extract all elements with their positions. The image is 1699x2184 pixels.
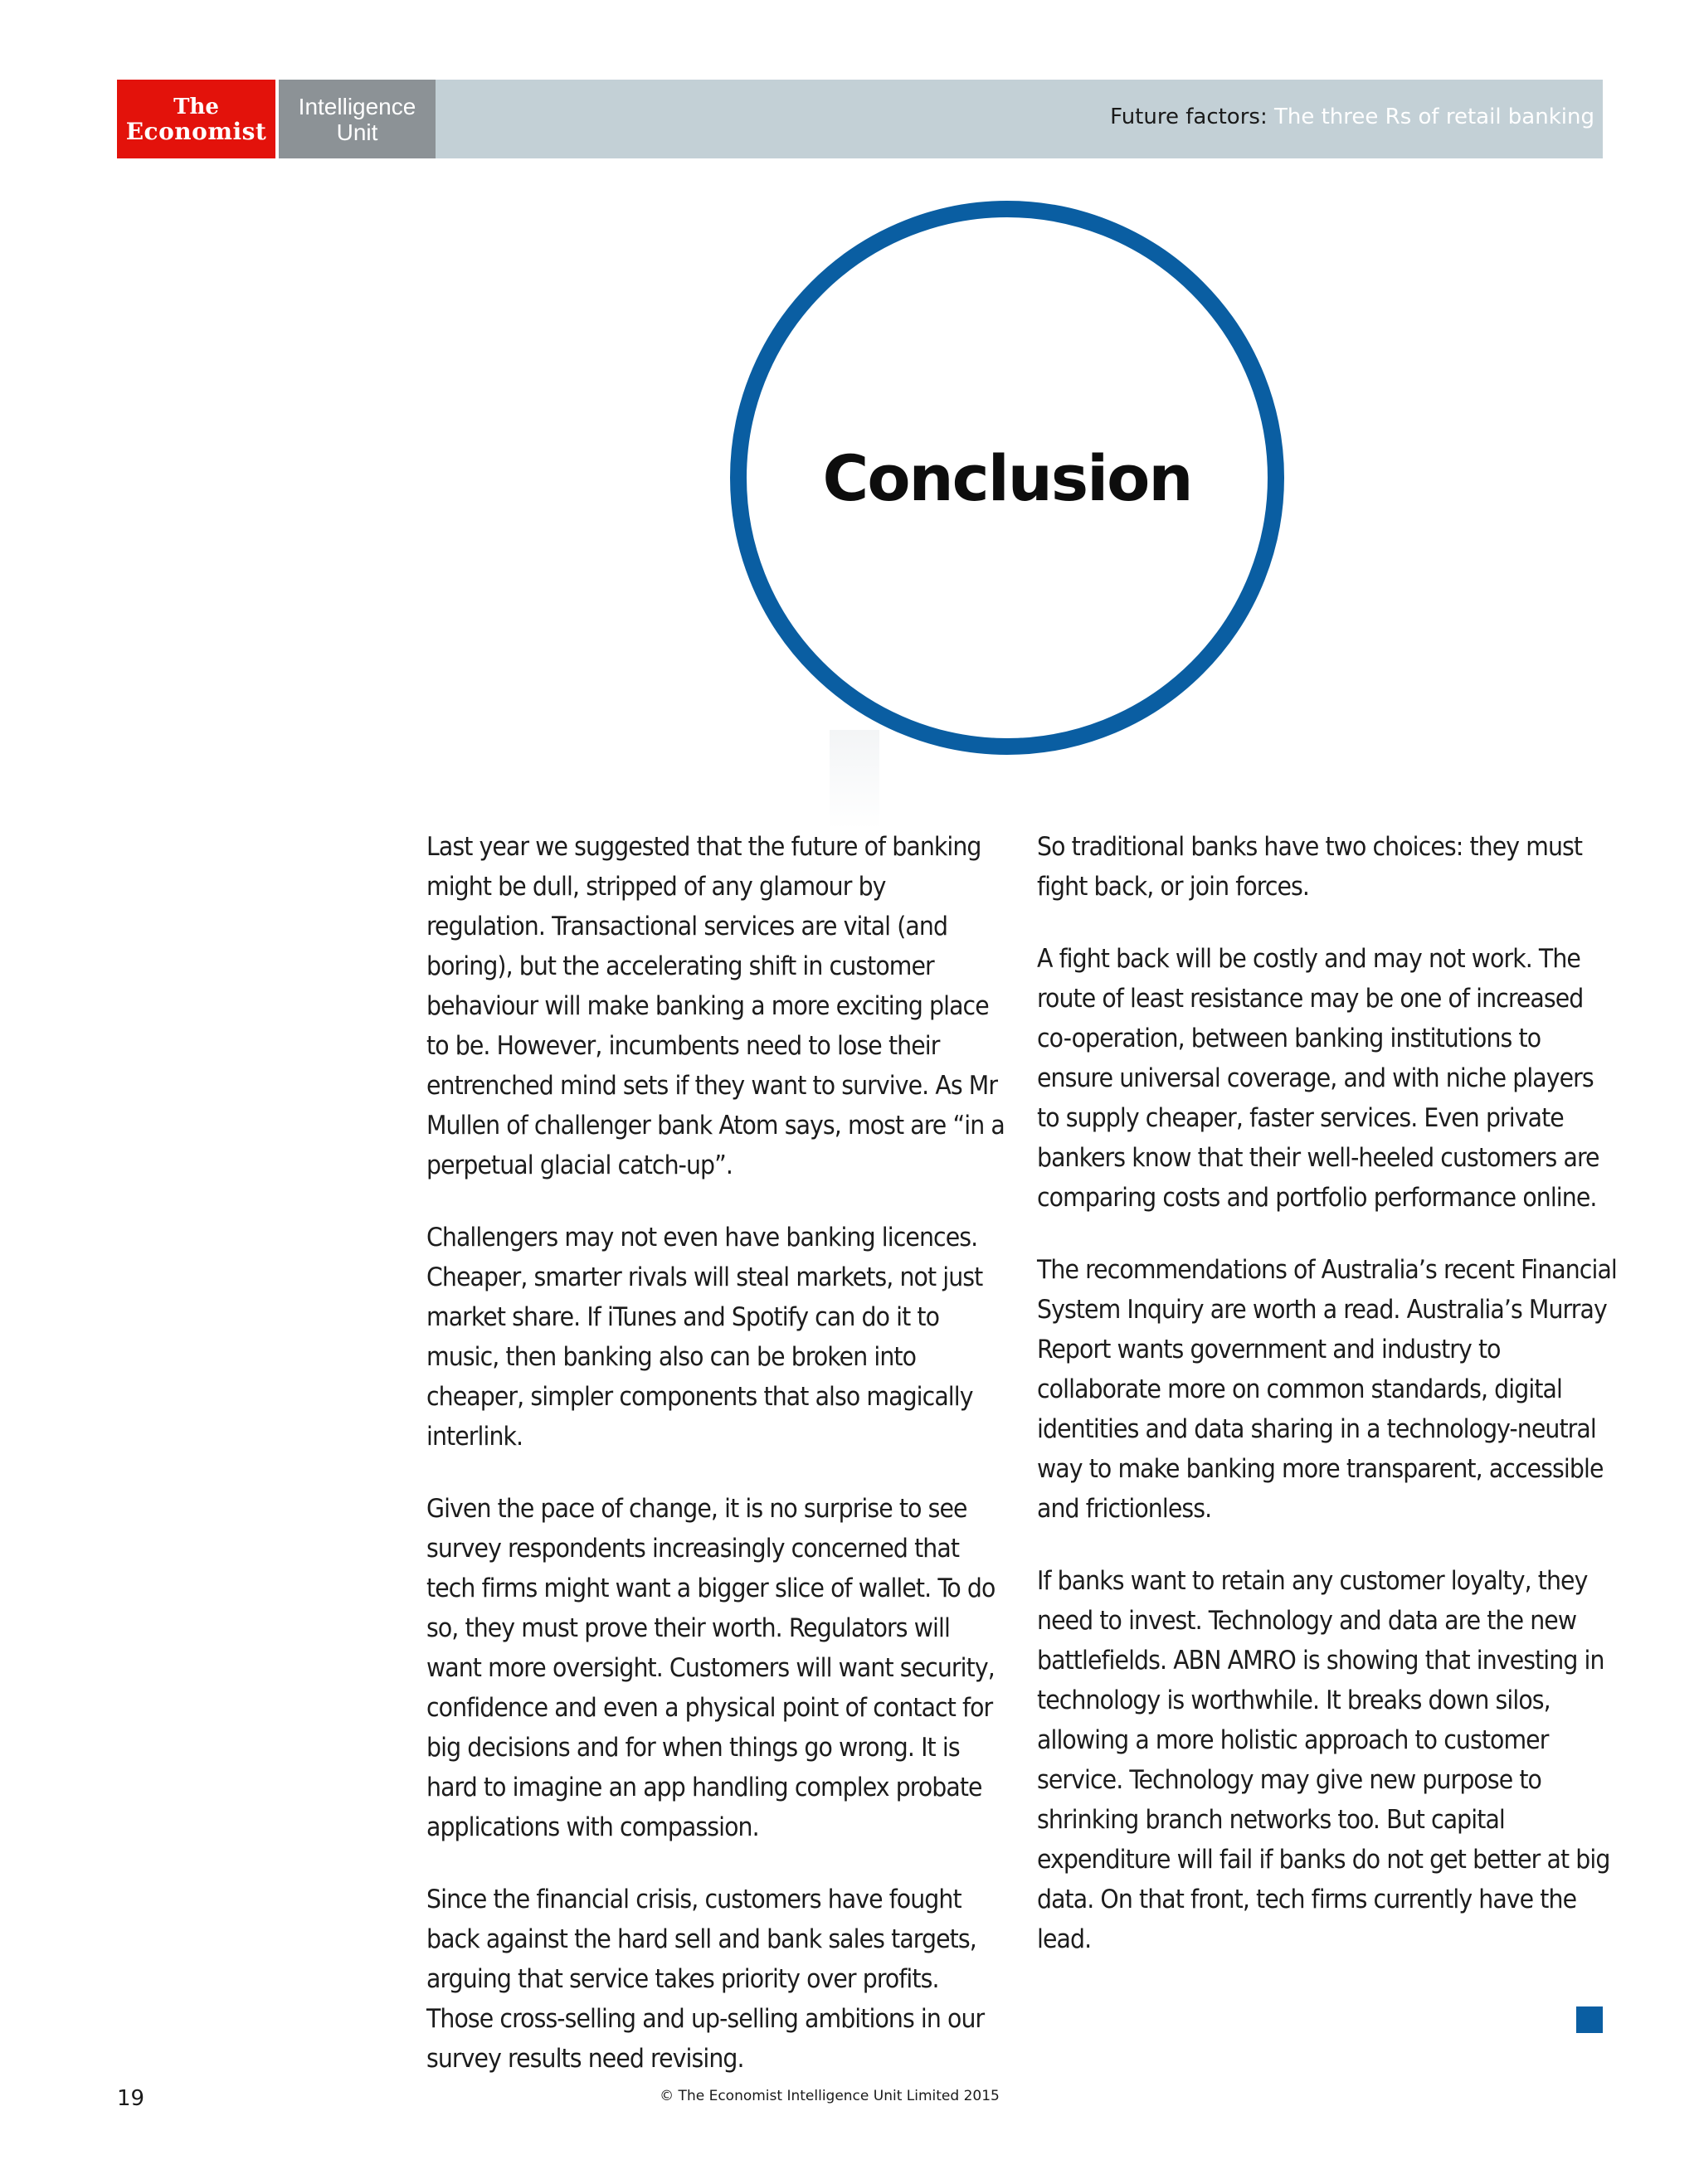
intelligence-unit-logo (279, 80, 436, 158)
paragraph: So traditional banks have two choices: they must fight back, or join forces. (1037, 832, 1583, 902)
page-number: 19 (117, 2086, 145, 2111)
economist-logo (117, 80, 275, 158)
section-title-circle (730, 201, 1284, 755)
report-title-prefix: Future factors: (1110, 105, 1268, 129)
paragraph: Challengers may not even have banking licences. Cheaper, smarter rivals will steal markets, not just market share. If iTunes and Spotify can do it to music, then banking also can be broken into cheaper, simpler components that also magically interlink. (426, 1223, 983, 1452)
logo-line-unit: Unit (336, 119, 378, 145)
economist-eiu-logo (117, 80, 436, 158)
report-title (1110, 105, 1594, 129)
paragraph: Last year we suggested that the future of banking might be dull, stripped of any glamour by regulation. Transactional services are vital (and boring), but the accelerating shift in customer behaviour will make banking a more exciting place to be. However, incumbents need to lose their entrenched mind sets if they want to survive. As Mr Mullen of challenger bank Atom says, most are “in a perpetual glacial catch-up”. (426, 832, 1005, 1180)
right-text-column (1037, 827, 1618, 1992)
paragraph: If banks want to retain any customer loyalty, they need to invest. Technology and data are the new battlefields. ABN AMRO is showing that investing in technology is worthwhile. It breaks down silos, allowing a more holistic approach to customer service. Technology may give new purpose to shrinking branch networks too. But capital expenditure will fail if banks do not get better at big data. On that front, tech firms currently have the lead. (1037, 1566, 1610, 1954)
paragraph: The recommendations of Australia’s recent Financial System Inquiry are worth a read. Australia’s Murray Report wants government and industry to collaborate more on common standards, digital identities and data sharing in a technology-neutral way to make banking more transparent, accessible and frictionless. (1037, 1255, 1617, 1524)
logo-line-the: The (173, 94, 219, 119)
end-of-article-square-icon (1576, 2006, 1603, 2033)
section-title: Conclusion (822, 440, 1192, 515)
header-band (117, 80, 1603, 158)
paragraph: A fight back will be costly and may not work. The route of least resistance may be one of increased co-operation, between banking institutions to ensure universal coverage, and with niche players to supply cheaper, faster services. Even private bankers know that their well-heeled customers are comparing costs and portfolio performance online. (1037, 944, 1599, 1213)
paragraph: Given the pace of change, it is no surprise to see survey respondents increasingly concerned that tech firms might want a bigger slice of wallet. To do so, they must prove their worth. Regulators will want more oversight. Customers will want security, confidence and even a physical point of contact for big decisions and for when things go wrong. It is hard to imagine an app handling complex probate applications with compassion. (426, 1494, 996, 1842)
logo-line-intelligence: Intelligence (298, 93, 416, 119)
circle-shadow (830, 730, 879, 829)
logo-line-economist: Economist (125, 117, 267, 145)
left-text-column (426, 827, 1007, 2111)
report-title-suffix: The three Rs of retail banking (1273, 105, 1594, 129)
copyright-notice: © The Economist Intelligence Unit Limited 2015 (660, 2088, 1000, 2104)
paragraph: Since the financial crisis, customers have fought back against the hard sell and bank sales targets, arguing that service takes priority over profits. Those cross-selling and up-selling ambitions in our survey results need revising. (426, 1885, 985, 2074)
